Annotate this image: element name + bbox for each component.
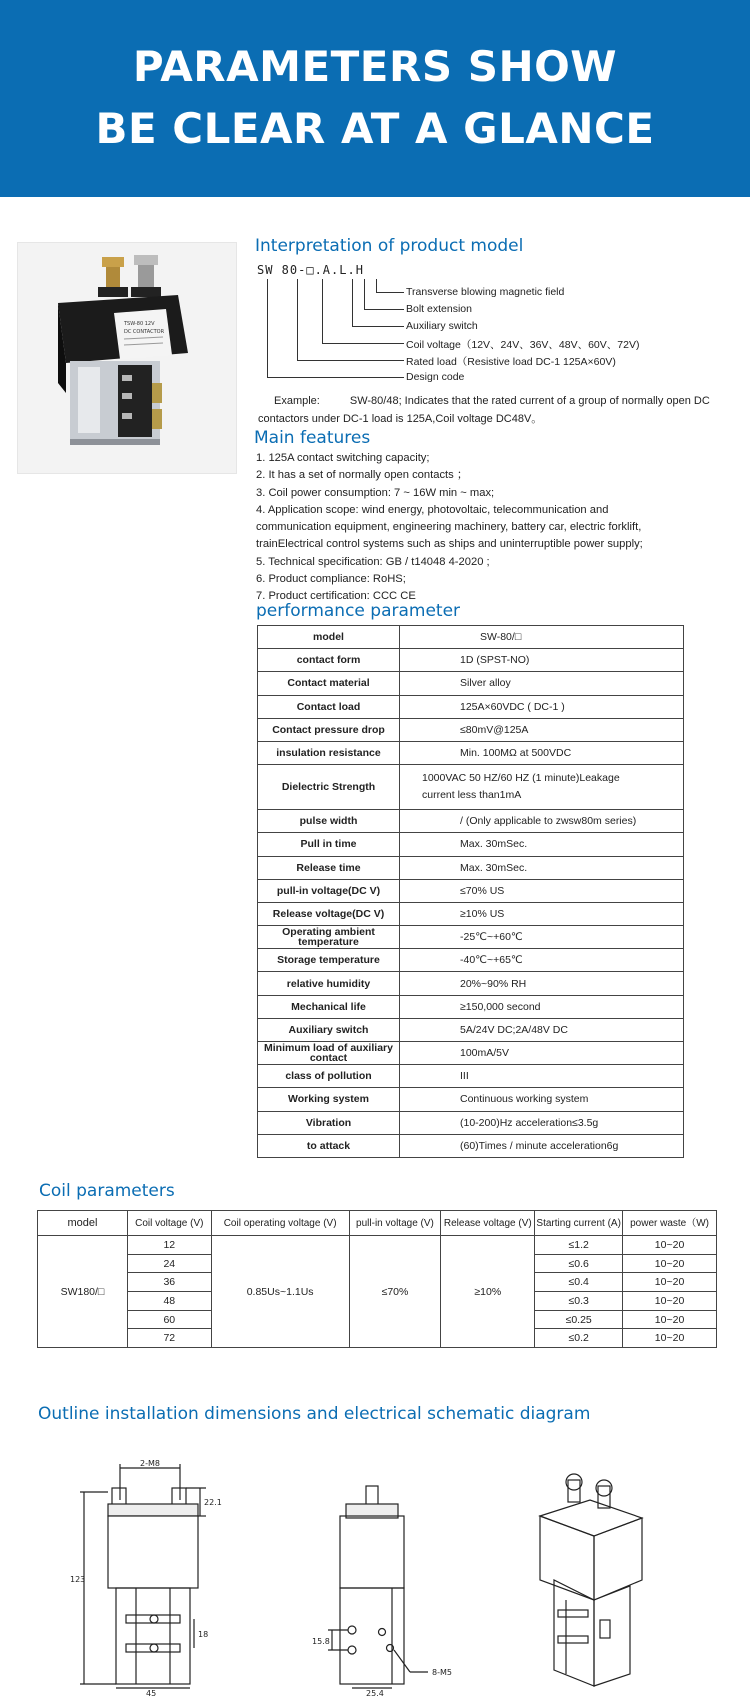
coil-table [37, 1210, 717, 1348]
table-row [258, 1042, 684, 1065]
table-row [258, 902, 684, 925]
param-value: (60)Times / minute acceleration6g [400, 1134, 684, 1157]
example-text [258, 392, 738, 428]
table-row [258, 949, 684, 972]
param-name: class of pollution [258, 1065, 400, 1088]
param-value: 20%~90% RH [400, 972, 684, 995]
dim-8-m5: 8-M5 [432, 1668, 452, 1677]
param-name: Release voltage(DC V) [258, 902, 400, 925]
table-row [258, 833, 684, 856]
param-value: 100mA/5V [400, 1042, 684, 1065]
table-row [258, 1018, 684, 1041]
feature-item: communication equipment, engineering machinery, battery car, electric forklift, [256, 521, 642, 534]
table-row [38, 1236, 717, 1255]
param-value: Min. 100MΩ at 500VDC [400, 741, 684, 764]
param-name: Release time [258, 856, 400, 879]
feature-item: 5. Technical specification: GB / t14048 4-2020 ; [256, 555, 490, 568]
performance-table [257, 625, 684, 1158]
param-value: -25℃~+60℃ [400, 926, 684, 949]
param-name: Vibration [258, 1111, 400, 1134]
label-line1: TSW-80 12V [124, 321, 155, 327]
feature-item: trainElectrical control systems such as ships and uninterruptible power supply; [256, 538, 643, 551]
power-waste: 10~20 [623, 1236, 717, 1255]
performance-title: performance parameter [256, 601, 461, 621]
coil-operating-voltage: 0.85Us~1.1Us [211, 1236, 349, 1348]
col-header: Coil operating voltage (V) [211, 1211, 349, 1236]
dim-22-1: 22.1 [204, 1498, 222, 1507]
hero-title-line2: BE CLEAR AT A GLANCE [95, 104, 655, 153]
feature-item: 7. Product certification: CCC CE [256, 590, 416, 603]
col-header: power waste（W) [623, 1211, 717, 1236]
coil-model: SW180/□ [38, 1236, 128, 1348]
param-name: Storage temperature [258, 949, 400, 972]
col-header: Release voltage (V) [441, 1211, 535, 1236]
param-name: Pull in time [258, 833, 400, 856]
param-value: ≤70% US [400, 879, 684, 902]
main-features-list [256, 450, 726, 606]
hero-banner [0, 0, 750, 197]
coil-release-voltage: ≥10% [441, 1236, 535, 1348]
param-value: 125A×60VDC ( DC-1 ) [400, 695, 684, 718]
coil-voltage: 36 [127, 1273, 211, 1292]
param-name: Contact material [258, 672, 400, 695]
legend-transverse: Transverse blowing magnetic field [406, 286, 565, 298]
param-name: Operating ambient temperature [258, 926, 400, 949]
isometric-drawing [540, 1474, 642, 1686]
table-row [258, 718, 684, 741]
table-row [258, 810, 684, 833]
feature-item: 2. It has a set of normally open contacts ； [256, 469, 469, 482]
param-value: ≥10% US [400, 902, 684, 925]
param-value: Max. 30mSec. [400, 833, 684, 856]
power-waste: 10~20 [623, 1254, 717, 1273]
legend-bolt: Bolt extension [406, 303, 472, 315]
starting-current: ≤1.2 [535, 1236, 623, 1255]
param-name: model [258, 626, 400, 649]
product-photo [17, 242, 237, 474]
coil-pullin-voltage: ≤70% [349, 1236, 441, 1348]
coil-title: Coil parameters [39, 1181, 175, 1201]
table-row [258, 926, 684, 949]
param-name: Contact pressure drop [258, 718, 400, 741]
starting-current: ≤0.6 [535, 1254, 623, 1273]
dim-25-4: 25.4 [366, 1689, 384, 1696]
param-value: (10-200)Hz acceleration≤3.5g [400, 1111, 684, 1134]
table-row [258, 765, 684, 810]
table-row [258, 626, 684, 649]
feature-item: 3. Coil power consumption: 7 ~ 16W min ~ max; [256, 486, 495, 499]
param-value: SW-80/□ [400, 626, 684, 649]
table-row [258, 741, 684, 764]
example-line2: contactors under DC-1 load is 125A,Coil voltage DC48V。 [258, 413, 543, 425]
table-row [258, 695, 684, 718]
param-name: Minimum load of auxiliary contact [258, 1042, 400, 1065]
param-value: Silver alloy [400, 672, 684, 695]
power-waste: 10~20 [623, 1273, 717, 1292]
coil-voltage: 24 [127, 1254, 211, 1273]
label-line2: DC CONTACTOR [124, 329, 165, 335]
table-row [258, 879, 684, 902]
table-row [258, 649, 684, 672]
example-line1: SW-80/48; Indicates that the rated current of a group of normally open DC [349, 395, 710, 407]
dim-18: 18 [198, 1630, 209, 1639]
example-label: Example: [274, 395, 320, 407]
coil-voltage: 60 [127, 1310, 211, 1329]
param-name: insulation resistance [258, 741, 400, 764]
param-value: III [400, 1065, 684, 1088]
param-value: Continuous working system [400, 1088, 684, 1111]
param-name: Contact load [258, 695, 400, 718]
front-view-drawing [80, 1464, 209, 1688]
param-value: ≥150,000 second [400, 995, 684, 1018]
param-value: / (Only applicable to zwsw80m series) [400, 810, 684, 833]
col-header: pull-in voltage (V) [349, 1211, 441, 1236]
table-row [258, 1134, 684, 1157]
starting-current: ≤0.2 [535, 1329, 623, 1348]
legend-aux: Auxiliary switch [406, 320, 478, 332]
param-value-line2: current less than1mA [422, 789, 522, 802]
table-row [258, 1065, 684, 1088]
starting-current: ≤0.25 [535, 1310, 623, 1329]
param-name: pull-in voltage(DC V) [258, 879, 400, 902]
param-name: relative humidity [258, 972, 400, 995]
legend-design-code: Design code [406, 371, 465, 383]
coil-voltage: 72 [127, 1329, 211, 1348]
hero-title-line1: PARAMETERS SHOW [132, 42, 618, 91]
coil-voltage: 48 [127, 1292, 211, 1311]
power-waste: 10~20 [623, 1292, 717, 1311]
table-row [258, 672, 684, 695]
param-name: to attack [258, 1134, 400, 1157]
dim-123: 123 [70, 1575, 86, 1584]
param-name: Mechanical life [258, 995, 400, 1018]
dim-45: 45 [146, 1689, 157, 1696]
main-features-title: Main features [254, 428, 371, 448]
dim-2-m8: 2-M8 [140, 1460, 160, 1468]
legend-coil-voltage: Coil voltage（12V、24V、36V、48V、60V、72V) [406, 339, 640, 351]
param-name: Auxiliary switch [258, 1018, 400, 1041]
coil-voltage: 12 [127, 1236, 211, 1255]
param-value-line1: 1000VAC 50 HZ/60 HZ (1 minute)Leakage [422, 772, 620, 785]
outline-drawings [70, 1460, 710, 1696]
param-name: Working system [258, 1088, 400, 1111]
starting-current: ≤0.4 [535, 1273, 623, 1292]
table-row [258, 1111, 684, 1134]
table-row [258, 1088, 684, 1111]
legend-rated-load: Rated load（Resistive load DC-1 125A×60V) [406, 356, 616, 368]
table-header-row [38, 1211, 717, 1236]
table-row [258, 972, 684, 995]
dimension-drawings [70, 1460, 710, 1696]
feature-item: 1. 125A contact switching capacity; [256, 452, 430, 464]
outline-title: Outline installation dimensions and electrical schematic diagram [38, 1404, 591, 1424]
interpretation-title: Interpretation of product model [255, 236, 524, 256]
contactor-illustration [18, 243, 238, 475]
col-header: Coil voltage (V) [127, 1211, 211, 1236]
param-name: pulse width [258, 810, 400, 833]
power-waste: 10~20 [623, 1310, 717, 1329]
param-value: Max. 30mSec. [400, 856, 684, 879]
power-waste: 10~20 [623, 1329, 717, 1348]
side-view-drawing [328, 1486, 428, 1688]
table-row [258, 856, 684, 879]
param-value: -40℃~+65℃ [400, 949, 684, 972]
param-value: 1D (SPST-NO) [400, 649, 684, 672]
table-row [258, 995, 684, 1018]
param-value [400, 765, 684, 810]
starting-current: ≤0.3 [535, 1292, 623, 1311]
param-value: 5A/24V DC;2A/48V DC [400, 1018, 684, 1041]
col-header: model [38, 1211, 128, 1236]
model-code: SW 80-□.A.L.H [257, 263, 364, 277]
dim-15-8: 15.8 [312, 1637, 330, 1646]
param-name: Dielectric Strength [258, 765, 400, 810]
feature-item: 4. Application scope: wind energy, photovoltaic, telecommunication and [256, 503, 609, 516]
col-header: Starting current (A) [535, 1211, 623, 1236]
param-name: contact form [258, 649, 400, 672]
param-value: ≤80mV@125A [400, 718, 684, 741]
feature-item: 6. Product compliance: RoHS; [256, 573, 406, 586]
